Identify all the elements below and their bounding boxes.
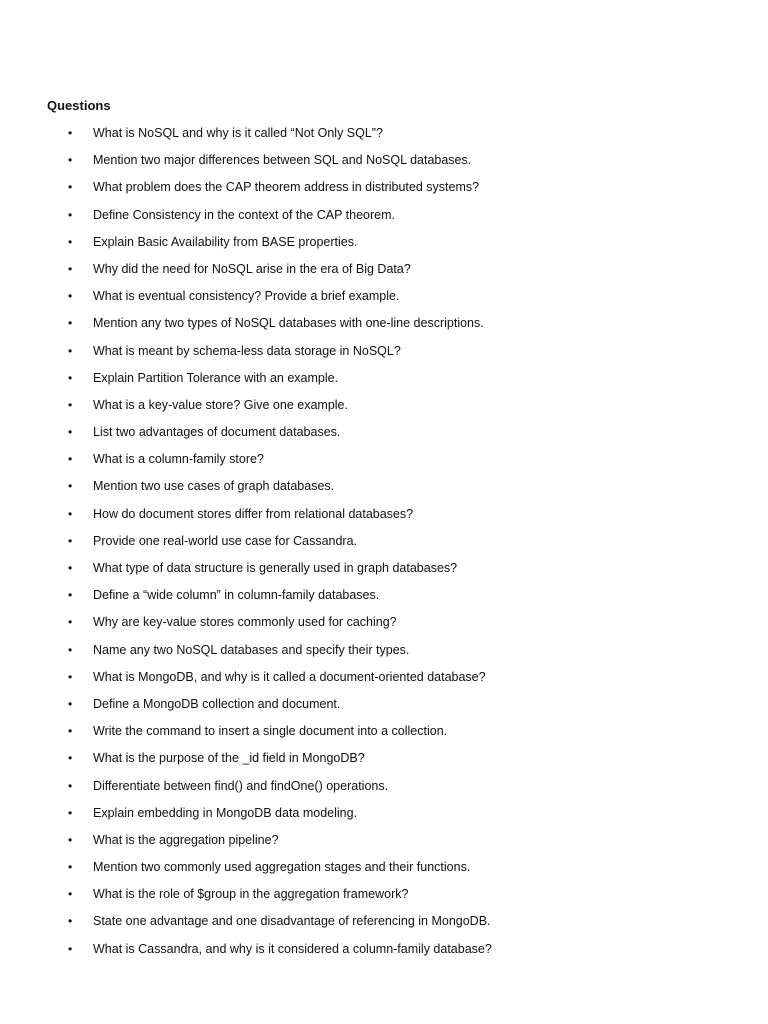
- bullet-icon: •: [68, 180, 73, 195]
- question-item: [0, 477, 768, 504]
- bullet-icon: •: [68, 207, 73, 222]
- section-heading: Questions: [47, 98, 111, 113]
- question-item: [0, 287, 768, 314]
- question-text: What is NoSQL and why is it called “Not Only SQL”?: [93, 126, 383, 140]
- question-item: [0, 178, 768, 205]
- question-text: What is eventual consistency? Provide a brief example.: [93, 289, 400, 304]
- question-text: What is a column-family store?: [93, 452, 264, 467]
- question-text: What is a key-value store? Give one example.: [93, 397, 348, 412]
- question-item: [0, 641, 768, 668]
- question-item: [0, 260, 768, 287]
- bullet-icon: •: [68, 452, 73, 467]
- question-item: [0, 423, 768, 450]
- bullet-icon: •: [68, 561, 73, 575]
- bullet-icon: •: [68, 751, 73, 766]
- question-text: Define a “wide column” in column-family databases.: [93, 588, 380, 603]
- question-item: [0, 885, 768, 912]
- bullet-icon: •: [68, 289, 73, 304]
- question-text: What is the purpose of the _id field in MongoDB?: [93, 751, 365, 766]
- bullet-icon: •: [68, 778, 73, 793]
- question-text: Why are key-value stores commonly used for caching?: [93, 615, 397, 630]
- question-text: Mention two commonly used aggregation stages and their functions.: [93, 860, 471, 875]
- bullet-icon: •: [68, 805, 73, 820]
- question-text: Name any two NoSQL databases and specify their types.: [93, 642, 410, 657]
- question-item: [0, 912, 768, 939]
- question-text: Explain embedding in MongoDB data modeling.: [93, 805, 358, 820]
- question-item: [0, 124, 768, 151]
- bullet-icon: •: [68, 588, 73, 603]
- question-item: [0, 668, 768, 695]
- question-item: [0, 858, 768, 885]
- bullet-icon: •: [68, 887, 73, 902]
- question-text: Explain Partition Tolerance with an example.: [93, 370, 339, 385]
- bullet-icon: •: [68, 153, 73, 168]
- question-text: Write the command to insert a single document into a collection.: [93, 724, 448, 739]
- bullet-icon: •: [68, 615, 73, 630]
- question-text: Differentiate between find() and findOne() operations.: [93, 778, 389, 793]
- question-text: List two advantages of document databases.: [93, 425, 341, 440]
- question-item: [0, 532, 768, 559]
- question-text: Mention two major differences between SQL and NoSQL databases.: [93, 153, 472, 168]
- question-text: What is the aggregation pipeline?: [93, 832, 279, 847]
- question-item: [0, 450, 768, 477]
- bullet-icon: •: [68, 343, 73, 358]
- question-text: What is MongoDB, and why is it called a document-oriented database?: [93, 669, 486, 684]
- bullet-icon: •: [68, 724, 73, 739]
- bullet-icon: •: [68, 941, 73, 956]
- bullet-icon: •: [68, 479, 73, 494]
- bullet-icon: •: [68, 397, 73, 412]
- bullet-icon: •: [68, 642, 73, 657]
- questions-list: [0, 124, 768, 967]
- bullet-icon: •: [68, 370, 73, 385]
- bullet-icon: •: [68, 425, 73, 440]
- question-text: Mention any two types of NoSQL databases with one-line descriptions.: [93, 316, 484, 331]
- question-item: [0, 396, 768, 423]
- question-item: [0, 151, 768, 178]
- bullet-icon: •: [68, 261, 73, 276]
- question-item: [0, 559, 768, 586]
- question-text: Explain Basic Availability from BASE properties.: [93, 234, 358, 249]
- question-text: What is Cassandra, and why is it considered a column-family database?: [93, 941, 492, 956]
- bullet-icon: •: [68, 234, 73, 249]
- question-item: [0, 233, 768, 260]
- question-item: [0, 206, 768, 233]
- question-item: [0, 369, 768, 396]
- bullet-icon: •: [68, 669, 73, 684]
- bullet-icon: •: [68, 126, 73, 140]
- bullet-icon: •: [68, 832, 73, 847]
- question-item: [0, 613, 768, 640]
- question-text: State one advantage and one disadvantage of referencing in MongoDB.: [93, 914, 491, 929]
- question-text: What is the role of $group in the aggregation framework?: [93, 887, 409, 902]
- question-item: [0, 314, 768, 341]
- question-item: [0, 586, 768, 613]
- bullet-icon: •: [68, 914, 73, 929]
- question-item: [0, 505, 768, 532]
- bullet-icon: •: [68, 696, 73, 711]
- question-text: Why did the need for NoSQL arise in the era of Big Data?: [93, 261, 411, 276]
- question-text: Mention two use cases of graph databases.: [93, 479, 335, 494]
- question-item: [0, 722, 768, 749]
- question-item: [0, 777, 768, 804]
- question-text: Define a MongoDB collection and document.: [93, 696, 341, 711]
- question-item: [0, 831, 768, 858]
- bullet-icon: •: [68, 860, 73, 875]
- bullet-icon: •: [68, 506, 73, 521]
- question-text: What type of data structure is generally used in graph databases?: [93, 561, 458, 575]
- question-text: Provide one real-world use case for Cassandra.: [93, 533, 358, 548]
- question-text: Define Consistency in the context of the CAP theorem.: [93, 207, 396, 222]
- question-item: [0, 804, 768, 831]
- question-item: [0, 695, 768, 722]
- question-text: What is meant by schema-less data storage in NoSQL?: [93, 343, 401, 358]
- bullet-icon: •: [68, 533, 73, 548]
- question-text: How do document stores differ from relational databases?: [93, 506, 414, 521]
- question-item: [0, 342, 768, 369]
- bullet-icon: •: [68, 316, 73, 331]
- question-item: [0, 940, 768, 967]
- question-item: [0, 749, 768, 776]
- question-text: What problem does the CAP theorem address in distributed systems?: [93, 180, 480, 195]
